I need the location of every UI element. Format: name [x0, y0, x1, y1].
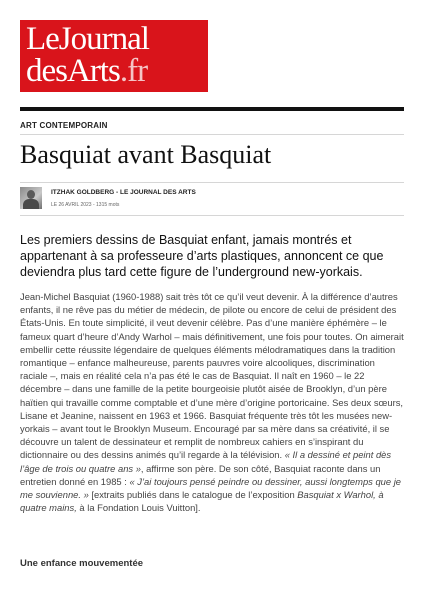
body-paragraph: Jean-Michel Basquiat (1960-1988) sait très tôt ce qu’il veut devenir. À la différence d’autres enfants, il ne rêve pas du métier de médecin, de pilote ou encore de celui de président des États-Unis. En toute simplicité, il veut devenir célèbre. Pas d’une manière éphémère – le fameux quart d’heure d’Andy Warhol – mais définitivement, une fois pour toutes. On aimerait embellir cette réussite légendaire de quelques éléments mélodramatiques dans la tradition romantique – enfance malheureuse, parents pauvres voire alcooliques, discrimination raciale –, mais en réalité cela n’a pas été le cas de Basquiat. Il naît en 1960 – le 22 décembre – dans une famille de la petite bourgeoisie plutôt aisée de Brooklyn, d’un père haïtien qui travaille comme comptable et d’une mère d’origine portoricaine. Ses deux sœurs, Lisane et Jeanine, naissent en 1963 et 1966. Basquiat fréquente très tôt les musées new-yorkais – avant tout le Brooklyn Museum. Encouragé par sa mère dans sa créativité, il se découvre un talent de dessinateur et remplit de nombreux cahiers en s’inspirant du dictionnaire ou des dessins animés qu’il regarde à la télévision.: [20, 291, 404, 461]
section-label[interactable]: ART CONTEMPORAIN: [20, 121, 108, 130]
body-text-mid-2: [extraits publiés dans le catalogue de l’exposition: [88, 489, 298, 501]
section-subheading: Une enfance mouvementée: [20, 558, 144, 569]
quote-basquiat: « J’ai toujours pensé peindre ou dessiner, aussi longtemps que je me souvienne. »: [20, 475, 401, 501]
exhibition-title: Basquiat x Warhol, à quatre mains,: [20, 489, 384, 514]
publish-date: LE 26 AVRIL 2023 - 1315 mots: [51, 202, 120, 208]
byline-divider-top: [20, 182, 404, 183]
article-title: Basquiat avant Basquiat: [20, 140, 272, 169]
logo-line-2: [26, 54, 147, 88]
quote-father: « Il a dessiné et peint dès l’âge de trois ou quatre ans »: [20, 449, 392, 474]
article-body: [20, 290, 404, 514]
body-text-end: à la Fondation Louis Vuitton].: [76, 502, 201, 514]
avatar-body-shape: [23, 199, 39, 209]
author-avatar: [20, 187, 42, 209]
author-name[interactable]: ITZHAK GOLDBERG - LE JOURNAL DES ARTS: [51, 189, 196, 196]
site-logo[interactable]: [20, 20, 208, 92]
logo-domain-suffix: .fr: [119, 53, 148, 89]
article-lede: Les premiers dessins de Basquiat enfant, jamais montrés et appartenant à sa professeure d’arts plastiques, annoncent ce que deviendra plus tard cette figure de l’underground new-yorkais.: [20, 233, 384, 279]
logo-line-2-main: desArts: [26, 53, 120, 89]
body-text-mid-1: , affirme son père. De son côté, Basquiat raconte dans un entretien donné en 1985 :: [20, 462, 381, 487]
logo-line-1: LeJournal: [26, 21, 149, 57]
byline-divider-bottom: [20, 215, 404, 216]
section-divider: [20, 134, 404, 135]
header-rule: [20, 107, 404, 111]
avatar-head-shape: [27, 190, 35, 199]
